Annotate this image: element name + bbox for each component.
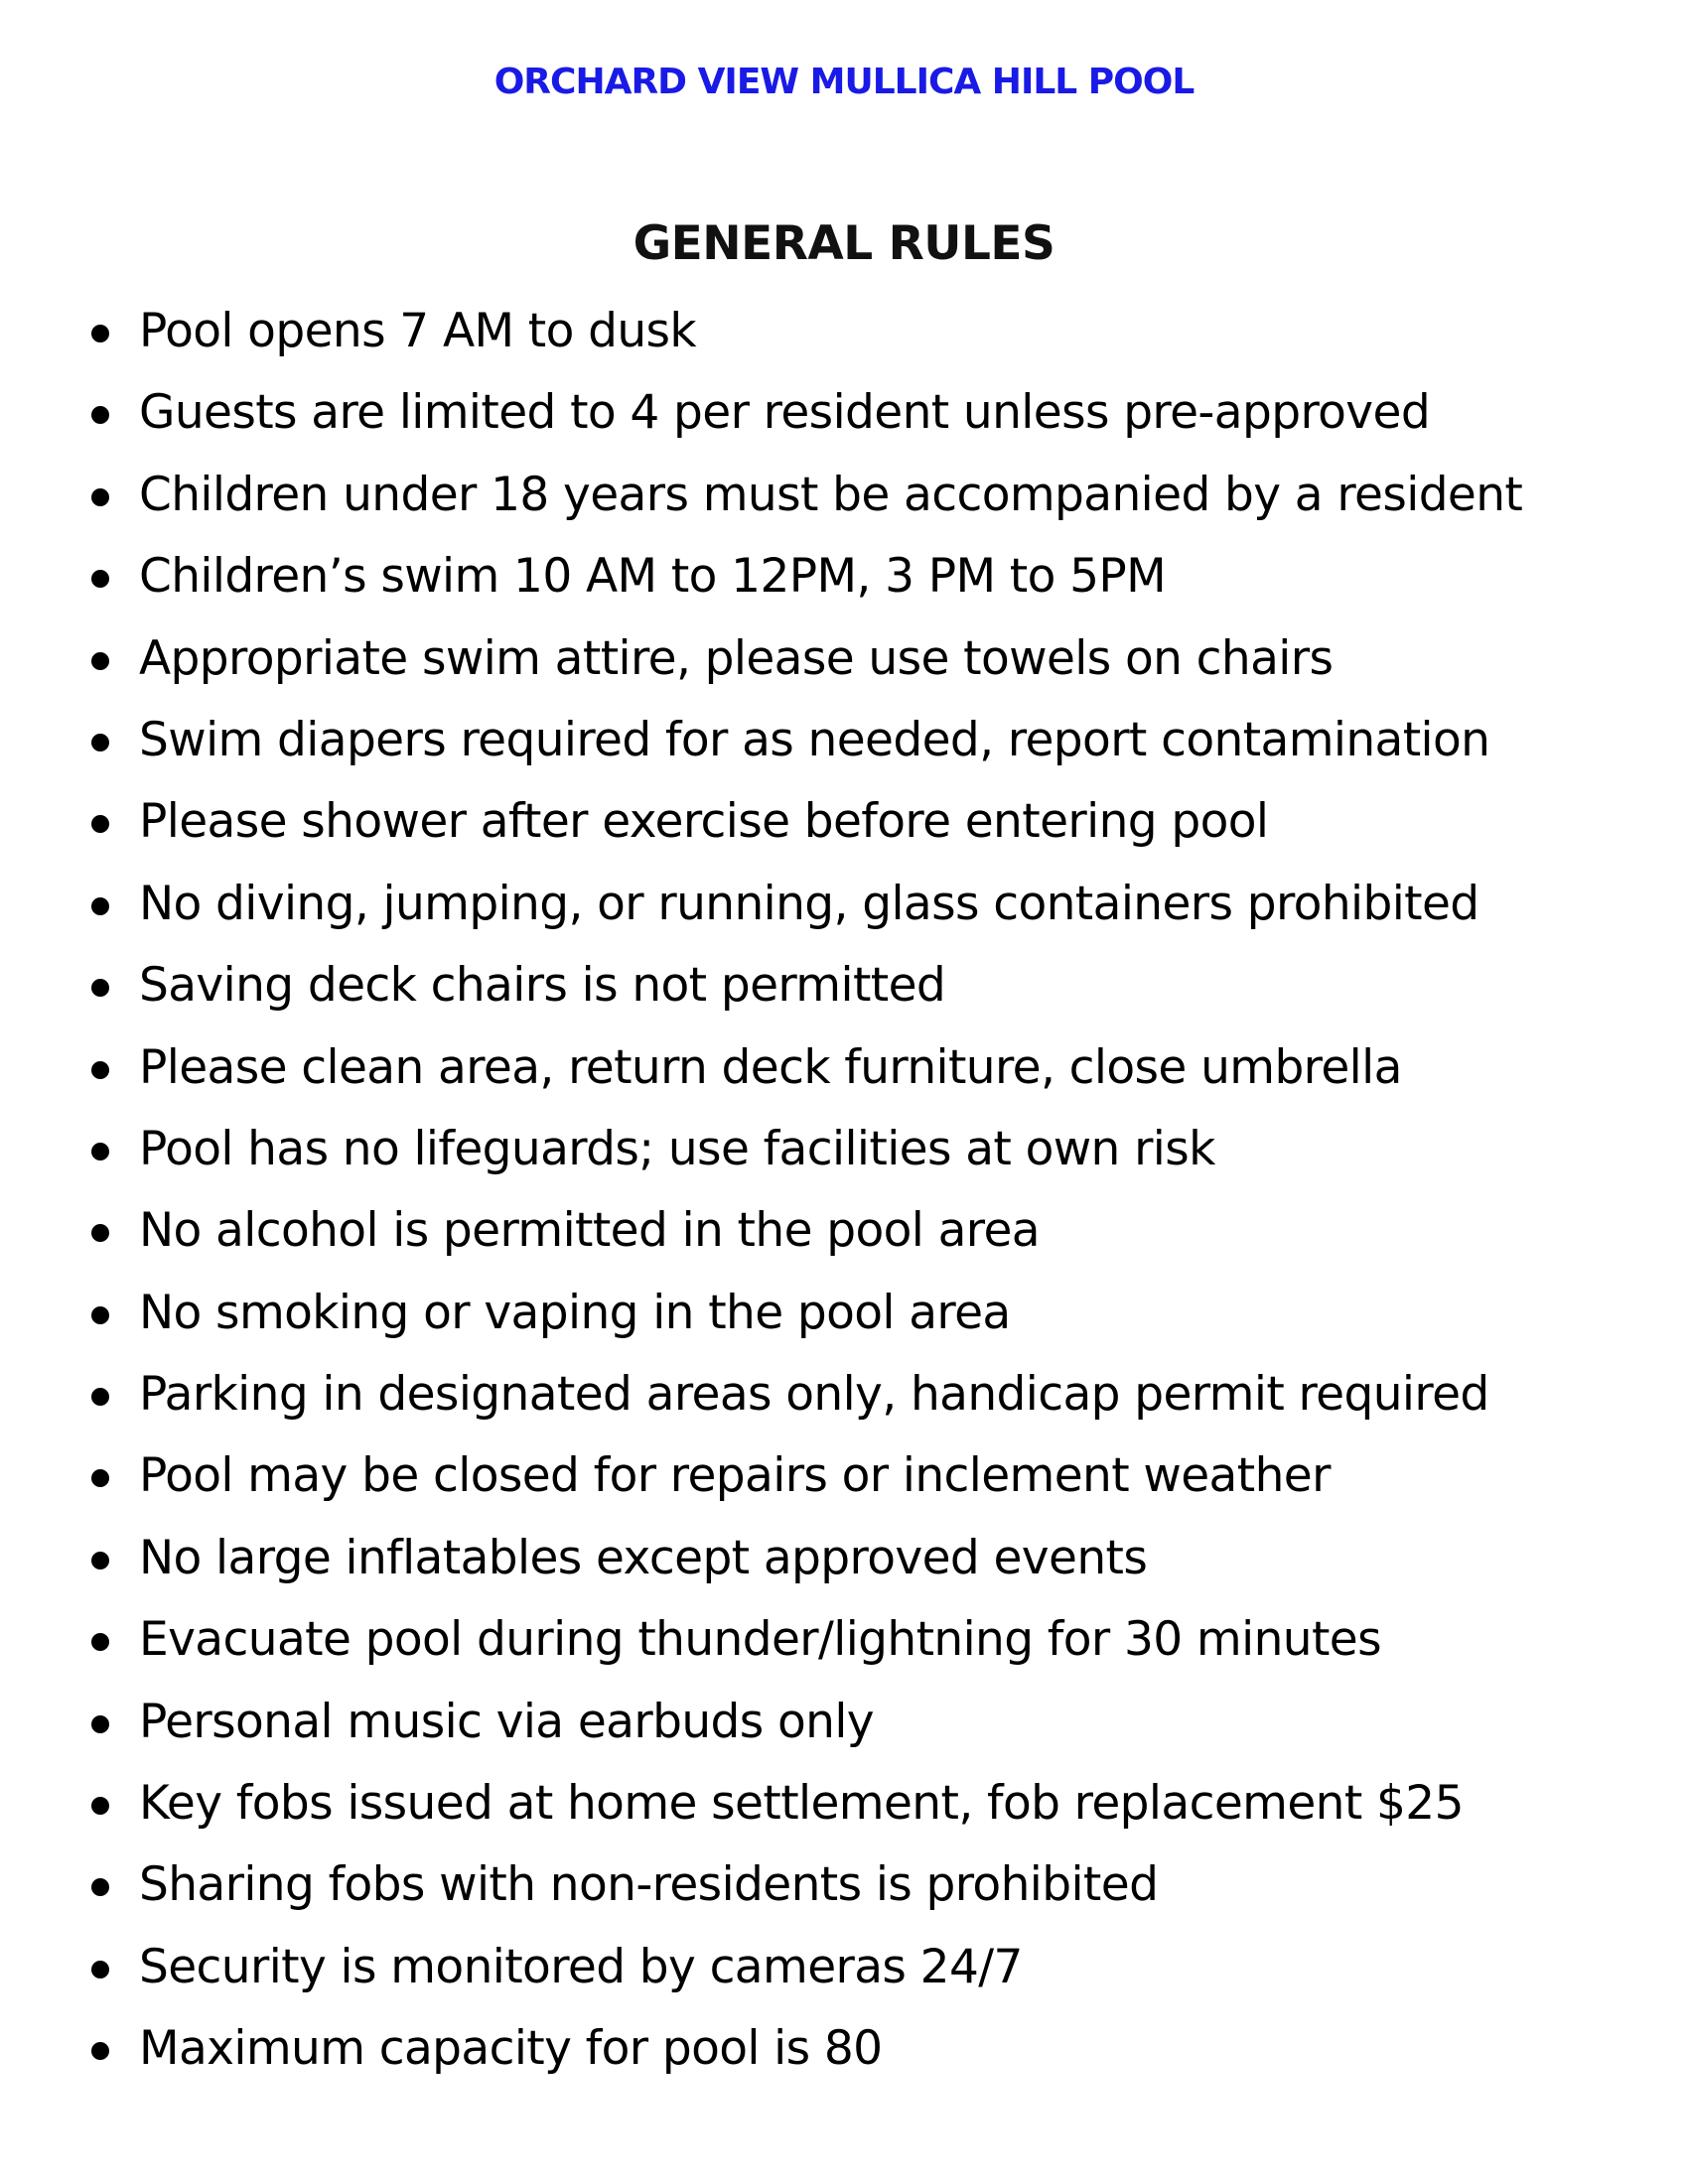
bullet-icon xyxy=(91,325,109,342)
bullet-icon xyxy=(91,1715,109,1733)
rule-text: Pool has no lifeguards; use facilities at own risk xyxy=(139,1121,1215,1176)
rule-text: Key fobs issued at home settlement, fob replacement $25 xyxy=(139,1776,1464,1832)
bullet-icon xyxy=(91,1143,109,1160)
rule-item xyxy=(0,784,1688,866)
rule-item xyxy=(0,1030,1688,1112)
rule-text: Children’s swim 10 AM to 12PM, 3 PM to 5PM xyxy=(139,549,1167,605)
rule-item xyxy=(0,948,1688,1029)
bullet-icon xyxy=(91,406,109,424)
rule-text: Please shower after exercise before entering pool xyxy=(139,794,1269,850)
rule-text: No large inflatables except approved events xyxy=(139,1530,1148,1585)
rule-item xyxy=(0,1847,1688,1929)
section-heading: GENERAL RULES xyxy=(633,216,1055,271)
bullet-icon xyxy=(91,570,109,588)
rule-text: Evacuate pool during thunder/lightning for 30 minutes xyxy=(139,1612,1381,1668)
bullet-icon xyxy=(91,1633,109,1651)
rules-list xyxy=(0,294,1688,2094)
bullet-icon xyxy=(91,897,109,915)
rule-item xyxy=(0,1357,1688,1438)
rule-item xyxy=(0,294,1688,375)
bullet-icon xyxy=(91,1552,109,1570)
rule-text: Personal music via earbuds only xyxy=(139,1694,874,1749)
bullet-icon xyxy=(91,1469,109,1487)
rule-item xyxy=(0,703,1688,784)
rule-text: No diving, jumping, or running, glass containers prohibited xyxy=(139,876,1479,931)
bullet-icon xyxy=(91,1061,109,1079)
bullet-icon xyxy=(91,1797,109,1815)
rule-text: Maximum capacity for pool is 80 xyxy=(139,2021,883,2077)
bullet-icon xyxy=(91,652,109,670)
rule-item xyxy=(0,1276,1688,1357)
bullet-icon xyxy=(91,734,109,751)
bullet-icon xyxy=(91,1961,109,1979)
rule-item xyxy=(0,458,1688,539)
bullet-icon xyxy=(91,1878,109,1896)
rule-item xyxy=(0,539,1688,620)
rule-text: Sharing fobs with non-residents is prohibited xyxy=(139,1857,1159,1913)
bullet-icon xyxy=(91,815,109,833)
rule-item xyxy=(0,1602,1688,1684)
rule-item xyxy=(0,2011,1688,2093)
rule-item xyxy=(0,375,1688,457)
page-title: ORCHARD VIEW MULLICA HILL POOL xyxy=(493,62,1195,102)
rule-text: Please clean area, return deck furniture, close umbrella xyxy=(139,1039,1402,1095)
rule-item xyxy=(0,1930,1688,2011)
rule-text: Appropriate swim attire, please use towels on chairs xyxy=(139,630,1334,686)
rule-item xyxy=(0,867,1688,948)
rule-text: No smoking or vaping in the pool area xyxy=(139,1285,1011,1340)
rule-text: Security is monitored by cameras 24/7 xyxy=(139,1939,1023,1994)
rule-text: No alcohol is permitted in the pool area xyxy=(139,1203,1040,1259)
bullet-icon xyxy=(91,1388,109,1406)
bullet-icon xyxy=(91,488,109,506)
rule-item xyxy=(0,1521,1688,1602)
bullet-icon xyxy=(91,1306,109,1324)
rule-text: Guests are limited to 4 per resident unless pre-approved xyxy=(139,385,1431,441)
bullet-icon xyxy=(91,1224,109,1242)
rule-item xyxy=(0,1438,1688,1520)
bullet-icon xyxy=(91,2042,109,2060)
rule-item xyxy=(0,621,1688,703)
rule-item xyxy=(0,1685,1688,1766)
rule-text: Pool may be closed for repairs or inclement weather xyxy=(139,1448,1331,1504)
rule-text: Saving deck chairs is not permitted xyxy=(139,958,946,1014)
bullet-icon xyxy=(91,979,109,997)
rule-text: Swim diapers required for as needed, report contamination xyxy=(139,712,1490,767)
rule-item xyxy=(0,1112,1688,1193)
rule-text: Pool opens 7 AM to dusk xyxy=(139,304,697,358)
rule-text: Children under 18 years must be accompanied by a resident xyxy=(139,467,1523,522)
rule-item xyxy=(0,1766,1688,1847)
rule-text: Parking in designated areas only, handicap permit required xyxy=(139,1367,1489,1423)
rule-item xyxy=(0,1193,1688,1275)
